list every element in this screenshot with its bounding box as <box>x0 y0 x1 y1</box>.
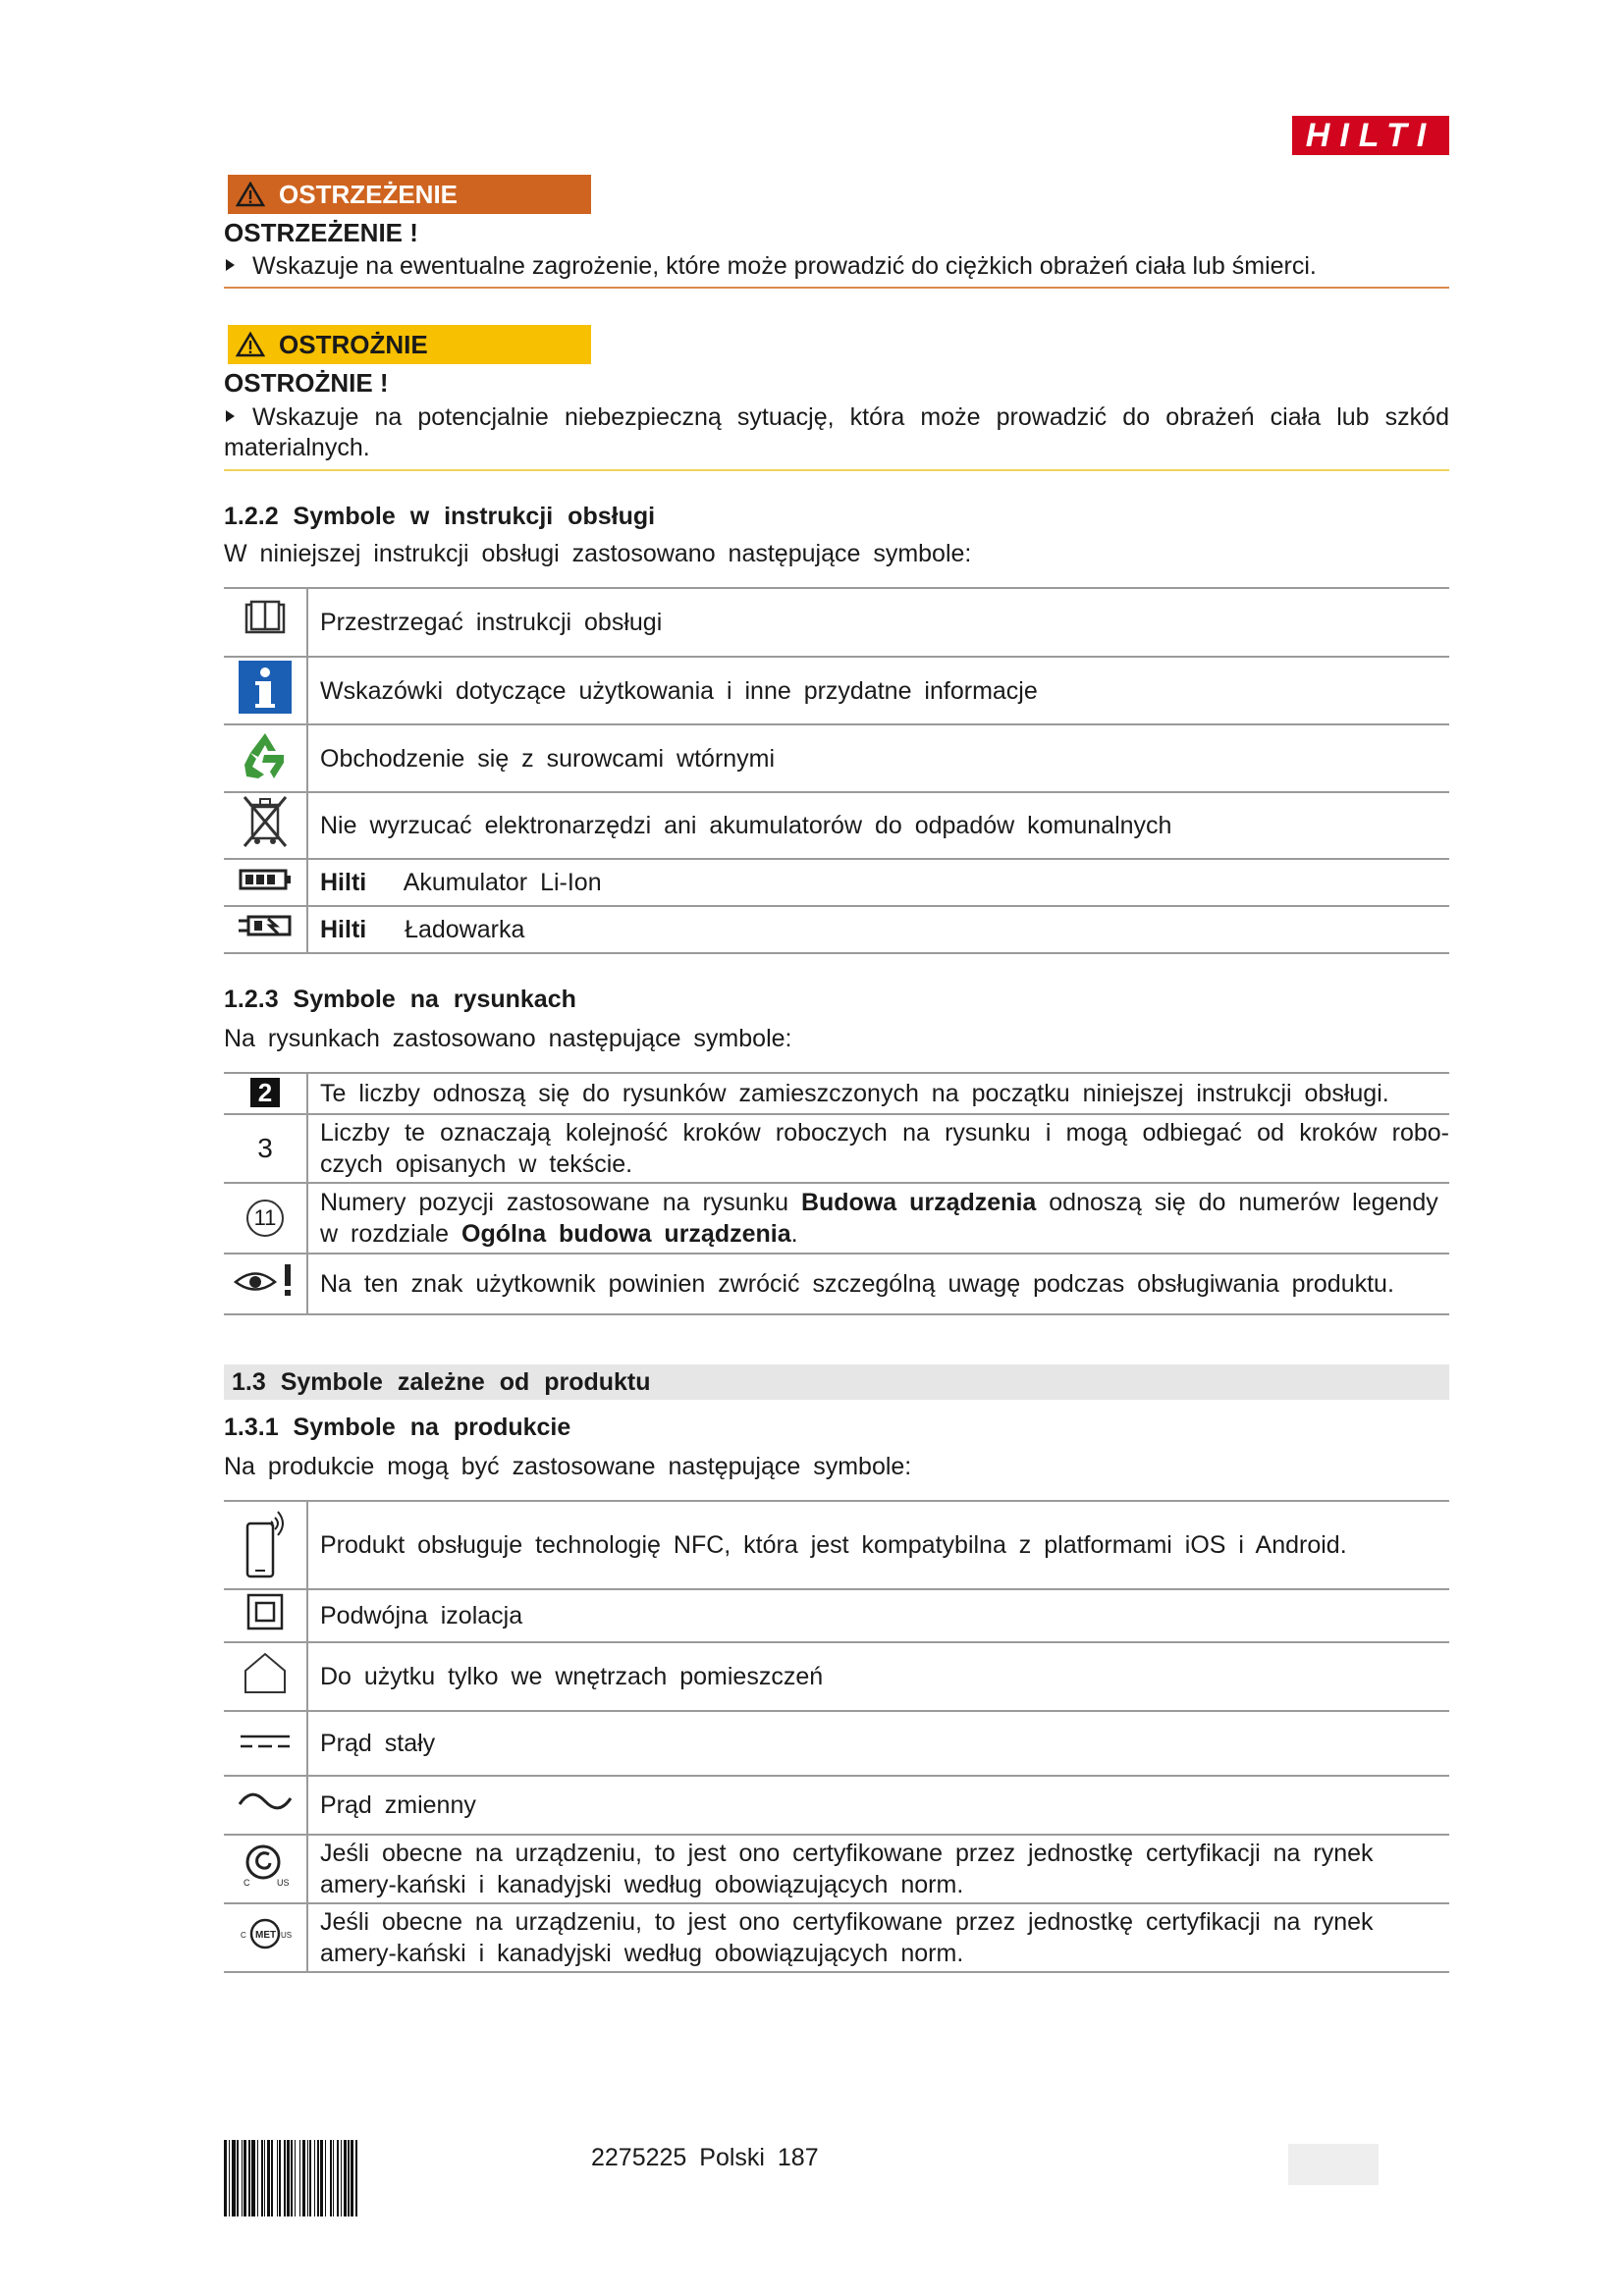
symbol-description: Jeśli obecne na urządzeniu, to jest ono certyfikowane przez jednostkę certyfikacji na rynek amery-kański i kanadyjski według obowiązujących norm. <box>307 1835 1449 1903</box>
battery-icon <box>239 869 292 890</box>
table-row <box>224 792 1449 859</box>
table-row <box>224 1589 1449 1642</box>
table-row <box>224 657 1449 724</box>
symbol-description: Na ten znak użytkownik powinien zwrócić szczególną uwagę podczas obsługiwania produktu. <box>307 1254 1449 1314</box>
double-insulation-icon <box>246 1593 284 1630</box>
charger-icon <box>237 914 294 937</box>
footer-marker <box>1288 2144 1379 2185</box>
caution-signal-word: OSTROŻNIE ! <box>224 368 389 398</box>
table-row <box>224 1903 1449 1972</box>
section-heading-1-2-3: 1.2.3 Symbole na rysunkach <box>224 986 576 1013</box>
symbol-description: Podwójna izolacja <box>307 1589 1449 1642</box>
svg-text:C: C <box>241 1931 246 1940</box>
indoor-house-icon <box>242 1651 289 1694</box>
bullet-arrow-icon <box>226 259 235 271</box>
table-row <box>224 724 1449 792</box>
symbol-description: Prąd zmienny <box>307 1776 1449 1835</box>
symbol-description: Liczby te oznaczają kolejność kroków roboczych na rysunku i mogą odbiegać od kroków robo-czych opisanych w tekście. <box>307 1114 1449 1183</box>
bullet-arrow-icon <box>226 410 235 422</box>
symbols-table-product <box>224 1500 1449 1973</box>
book-icon <box>244 600 287 637</box>
barcode-bar <box>357 2140 358 2216</box>
table-row <box>224 1254 1449 1314</box>
symbol-description: Jeśli obecne na urządzeniu, to jest ono certyfikowane przez jednostkę certyfikacji na rynek amery-kański i kanadyjski według obowiązujących norm. <box>307 1903 1449 1972</box>
table-row <box>224 859 1449 906</box>
caution-banner <box>228 325 591 364</box>
symbol-description: Produkt obsługuje technologię NFC, która jest kompatybilna z platformami iOS i Android. <box>307 1501 1449 1589</box>
position-number-icon: 11 <box>246 1200 284 1237</box>
symbols-table-manual <box>224 587 1449 954</box>
alternating-current-icon <box>237 1789 294 1814</box>
symbol-description: Obchodzenie się z surowcami wtórnymi <box>307 724 1449 792</box>
table-row <box>224 588 1449 657</box>
table-row <box>224 1711 1449 1776</box>
figure-number-icon: 2 <box>250 1078 280 1107</box>
crossed-bin-icon <box>241 793 290 850</box>
footer-page-info: 2275225 Polski 187 <box>591 2144 819 2171</box>
caution-banner-label: OSTROŻNIE <box>279 329 428 359</box>
svg-text:US: US <box>281 1931 292 1940</box>
symbol-description: Wskazówki dotyczące użytkowania i inne przydatne informacje <box>307 657 1449 724</box>
symbol-description: Te liczby odnoszą się do rysunków zamieszczonych na początku niniejszej instrukcji obsługi. <box>307 1073 1449 1114</box>
table-row <box>224 1501 1449 1589</box>
csa-mark-icon <box>240 1841 291 1890</box>
table-row <box>224 1642 1449 1711</box>
recycle-icon <box>239 729 292 780</box>
direct-current-icon <box>239 1732 292 1751</box>
svg-text:US: US <box>277 1878 290 1888</box>
hilti-logo: HILTI <box>1292 116 1449 155</box>
section-heading-1-3: 1.3 Symbole zależne od produktu <box>224 1364 1449 1400</box>
warning-signal-word: OSTRZEŻENIE ! <box>224 218 418 247</box>
symbols-table-figures <box>224 1072 1449 1315</box>
section-intro-1-3-1: Na produkcie mogą być zastosowane następujące symbole: <box>224 1453 912 1480</box>
warning-banner <box>228 175 591 214</box>
barcode <box>224 2140 562 2216</box>
section-intro-1-2-3: Na rysunkach zastosowano następujące symbole: <box>224 1025 792 1052</box>
nfc-phone-icon <box>242 1502 289 1580</box>
attention-eye-icon <box>234 1261 297 1299</box>
step-number-icon: 3 <box>257 1132 273 1163</box>
table-row <box>224 1183 1449 1254</box>
caution-separator <box>224 469 1449 471</box>
section-intro-1-2-2: W niniejszej instrukcji obsługi zastosowano następujące symbole: <box>224 540 972 567</box>
warning-triangle-icon <box>236 182 265 207</box>
warning-triangle-icon <box>236 332 265 357</box>
warning-text: Wskazuje na ewentualne zagrożenie, które może prowadzić do ciężkich obrażeń ciała lub śmierci. <box>224 251 1449 282</box>
section-heading-1-3-1: 1.3.1 Symbole na produkcie <box>224 1414 571 1441</box>
symbol-description: Numery pozycji zastosowane na rysunku Budowa urządzenia odnoszą się do numerów legendy w rozdziale Ogólna budowa urządzenia. <box>307 1183 1449 1254</box>
warning-banner-label: OSTRZEŻENIE <box>279 179 459 209</box>
table-row <box>224 1776 1449 1835</box>
table-row <box>224 906 1449 953</box>
svg-text:C: C <box>244 1878 250 1888</box>
met-mark-icon <box>239 1914 292 1953</box>
symbol-description: Hilti Ładowarka <box>307 906 1449 953</box>
symbol-description: Hilti Akumulator Li-Ion <box>307 859 1449 906</box>
table-row <box>224 1073 1449 1114</box>
symbol-description: Przestrzegać instrukcji obsługi <box>307 588 1449 657</box>
info-icon <box>239 661 292 714</box>
caution-text: Wskazuje na potencjalnie niebezpieczną sytuację, która może prowadzić do obrażeń ciała lub szkód materialnych. <box>224 403 1449 461</box>
svg-text:MET: MET <box>255 1930 277 1941</box>
symbol-description: Nie wyrzucać elektronarzędzi ani akumulatorów do odpadów komunalnych <box>307 792 1449 859</box>
symbol-description: Prąd stały <box>307 1711 1449 1776</box>
warning-separator <box>224 287 1449 289</box>
section-heading-1-2-2: 1.2.2 Symbole w instrukcji obsługi <box>224 503 656 530</box>
table-row <box>224 1114 1449 1183</box>
table-row <box>224 1835 1449 1903</box>
symbol-description: Do użytku tylko we wnętrzach pomieszczeń <box>307 1642 1449 1711</box>
